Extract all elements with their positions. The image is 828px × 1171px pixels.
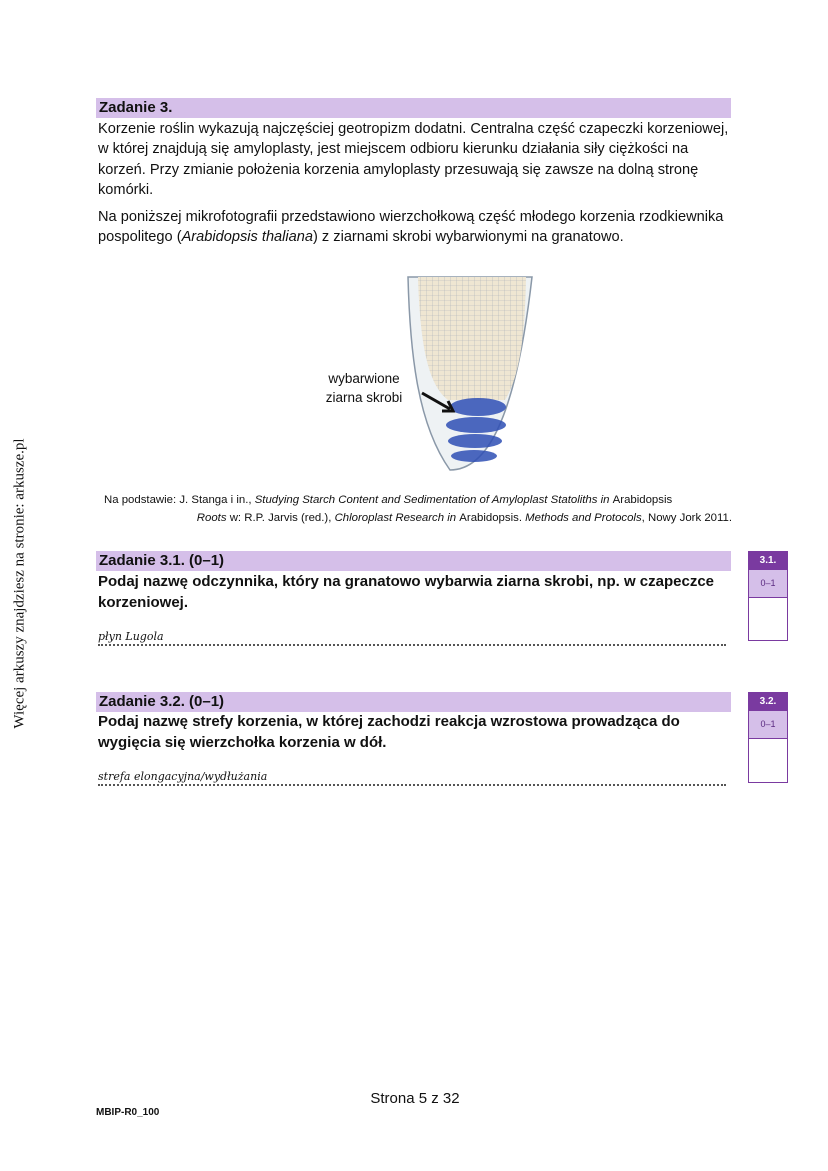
source-part: Chloroplast Research in [334, 512, 460, 524]
source-part: w: R.P. Jarvis (red.), [226, 512, 335, 524]
subtask-3-2-title: Zadanie 3.2. (0–1) [96, 692, 731, 712]
subtask-3-1-title: Zadanie 3.1. (0–1) [96, 551, 731, 571]
source-part: Arabidopsis. [459, 512, 526, 524]
root-micrograph [300, 275, 560, 480]
score-box-3-2 [748, 692, 788, 783]
subtask-3-2-question: Podaj nazwę strefy korzenia, w której zachodzi reakcja wzrostowa prowadząca do wygięcia się wierzchołka korzenia w dół. [98, 713, 680, 751]
handwritten-answer: płyn Lugola [98, 630, 164, 643]
desc-a: Na poniższej mikrofotografii przedstawiono wierzchołkową część młodego korzenia rzodkiewnika pospolitego ( [98, 209, 724, 246]
score-points: 0–1 [749, 570, 787, 598]
subtask-3-1-question: Podaj nazwę odczynnika, który na granatowo wybarwia ziarna skrobi, np. w czapeczce korzeniowej. [98, 573, 715, 611]
task-title: Zadanie 3. [96, 98, 731, 118]
figure-source [96, 491, 732, 527]
score-label: 3.1. [749, 552, 787, 570]
source-part: Methods and Protocols [525, 512, 642, 524]
desc-b: ) z ziarnami skrobi wybarwionymi na granatowo. [313, 229, 624, 246]
task-figure-description [98, 207, 738, 248]
page-number: Strona 5 z 32 [370, 1090, 460, 1107]
source-part: Roots [196, 512, 227, 524]
score-points: 0–1 [749, 711, 787, 739]
figure-label [314, 369, 414, 407]
side-watermark-text: Więcej arkuszy znajdziesz na stronie: arkusze.pl [11, 438, 28, 729]
score-label: 3.2. [749, 693, 787, 711]
source-part: Studying Starch Content and Sedimentation of Amyloplast Statoliths in [254, 494, 613, 506]
source-part: Arabidopsis [612, 494, 673, 506]
task-intro: Korzenie roślin wykazują najczęściej geotropizm dodatni. Centralna część czapeczki korzeniowej, w której znajdują się amyloplasty, jest miejscem odbioru kierunku działania siły ciężkości na korzeń. Przy zmianie położenia korzenia amyloplasty przesuwają się zawsze na dolną stronę komórki. [98, 121, 729, 198]
subtask-3-2-answer-field[interactable] [98, 768, 726, 786]
species-name: Arabidopsis thaliana [181, 229, 314, 246]
score-entry-cell[interactable] [749, 739, 787, 782]
score-entry-cell[interactable] [749, 598, 787, 640]
score-box-3-1 [748, 551, 788, 641]
figure-label-line1: wybarwione [328, 371, 400, 386]
handwritten-answer: strefa elongacyjna/wydłużania [98, 770, 268, 783]
figure-label-line2: ziarna skrobi [325, 390, 403, 405]
exam-code: MBIP-R0_100 [96, 1107, 160, 1118]
source-part: Na podstawie: J. Stanga i in., [104, 494, 255, 506]
source-part: , Nowy Jork 2011. [641, 512, 732, 524]
subtask-3-1-answer-field[interactable] [98, 628, 726, 646]
